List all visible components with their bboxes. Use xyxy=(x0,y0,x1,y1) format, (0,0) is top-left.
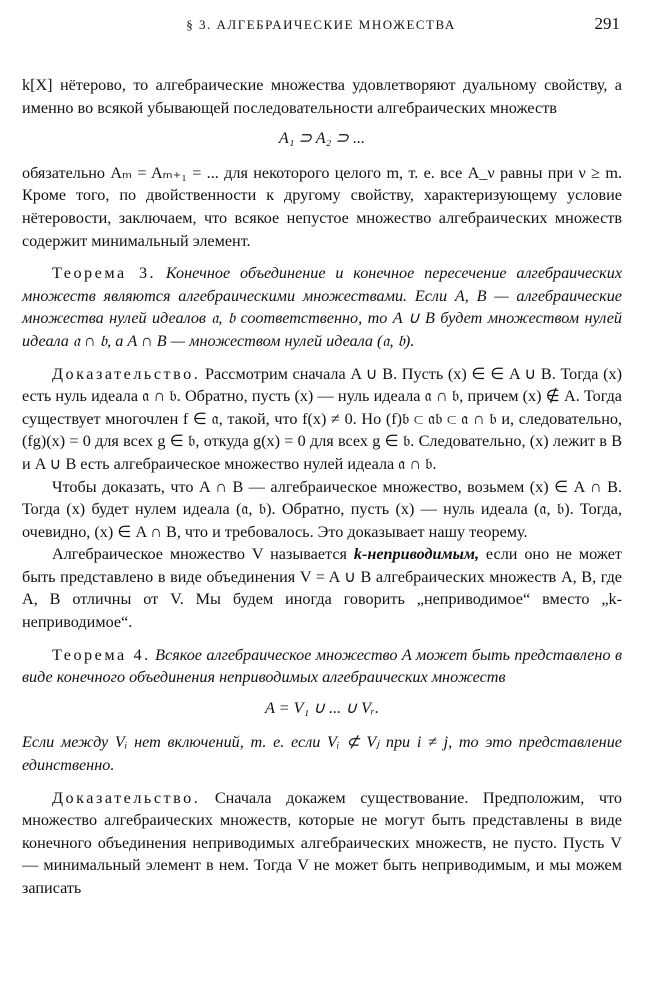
running-title: § 3. АЛГЕБРАИЧЕСКИЕ МНОЖЕСТВА xyxy=(186,17,456,32)
term-k-irreducible: k-неприводимым, xyxy=(353,545,480,564)
proof-theorem-3 xyxy=(22,363,622,476)
theorem-4-uniqueness: Если между Vᵢ нет включений, т. е. если Vᵢ ⊄ Vⱼ при i ≠ j, то это представление единственно. xyxy=(22,733,622,775)
paragraph-intersection: Чтобы доказать, что A ∩ B — алгебраическое множество, возьмем (x) ∈ A ∩ B. Тогда (x) будет нулем идеала (𝔞, 𝔟). Обратно, пусть (x) — нуль идеала (𝔞, 𝔟). Тогда, очевидно, (x) ∈ A ∩ B, что и требовалось. Это доказывает нашу теорему. xyxy=(22,477,622,541)
theorem-4-label: Теорема 4. xyxy=(52,645,151,664)
theorem-4 xyxy=(22,644,622,689)
proof-4-text: Сначала докажем существование. Предположим, что множество алгебраических множеств, которые не могут быть представлены в виде конечного объединения неприводимых алгебраических множеств, не пусто. Пусть V — минимальный элемент в нем. Тогда V не может быть неприводимым, и мы можем записать xyxy=(22,788,622,897)
page-body xyxy=(22,74,622,900)
proof-3-text: Рассмотрим сначала A ∪ B. Пусть (x) ∈ ∈ A ∪ B. Тогда (x) есть нуль идеала 𝔞 ∩ 𝔟. Обратно, пусть (x) — нуль идеала 𝔞 ∩ 𝔟, причем (x) ∉ A. Тогда существует многочлен f ∈ 𝔞, такой, что f(x) ≠ 0. Но (f)𝔟 ⊂ 𝔞𝔟 ⊂ 𝔞 ∩ 𝔟 и, следовательно, (fg)(x) = 0 для всех g ∈ 𝔟, откуда g(x) = 0 для всех g ∈ 𝔟. Следовательно, (x) лежит в B и A ∪ B есть алгебраическое множество нулей идеала 𝔞 ∩ 𝔟. xyxy=(22,364,622,473)
page-number: 291 xyxy=(594,14,620,33)
paragraph-irreducible-definition xyxy=(22,543,622,633)
definition-lead: Алгебраическое множество V называется xyxy=(52,545,347,564)
proof-theorem-4 xyxy=(22,787,622,900)
formula-descending-chain: A₁ ⊃ A₂ ⊃ ... xyxy=(278,129,366,148)
theorem-4-statement: Всякое алгебраическое множество A может быть представлено в виде конечного объединения неприводимых алгебраических множеств xyxy=(22,645,623,687)
theorem-3-label: Теорема 3. xyxy=(52,264,157,283)
formula-decomposition: A = V₁ ∪ ... ∪ Vᵣ. xyxy=(264,698,380,717)
paragraph-minimal-element: обязательно Aₘ = Aₘ₊₁ = ... для некоторого целого m, т. е. все A_ν равны при ν ≥ m. Кроме того, по двойственности к другому свойству, характеризующему условие нётеровости, заключаем, что всякое непустое множество алгебраических множеств содержит минимальный элемент. xyxy=(22,163,622,250)
proof-4-label: Доказательство. xyxy=(52,788,201,807)
theorem-3-statement: Конечное объединение и конечное пересечение алгебраических множеств являются алгебраическими множествами. Если A, B — алгебраические множества нулей идеалов 𝔞, 𝔟 соответственно, то A ∪ B будет множеством нулей идеала 𝔞 ∩ 𝔟, а A ∩ B — множеством нулей идеала (𝔞, 𝔟). xyxy=(22,264,622,350)
definition-rest: если оно не может быть представлено в виде объединения V = A ∪ B алгебраических множеств A, B, где A, B отличны от V. Мы будем иногда говорить „неприводимое“ вместо „k-неприводимое“. xyxy=(22,545,622,632)
paragraph-noetherian: k[X] нётерово, то алгебраические множества удовлетворяют дуальному свойству, а именно во всякой убывающей последовательности алгебраических множеств xyxy=(22,76,622,117)
page-header xyxy=(22,14,620,36)
theorem-3 xyxy=(22,262,622,352)
proof-3-label: Доказательство. xyxy=(52,364,201,383)
